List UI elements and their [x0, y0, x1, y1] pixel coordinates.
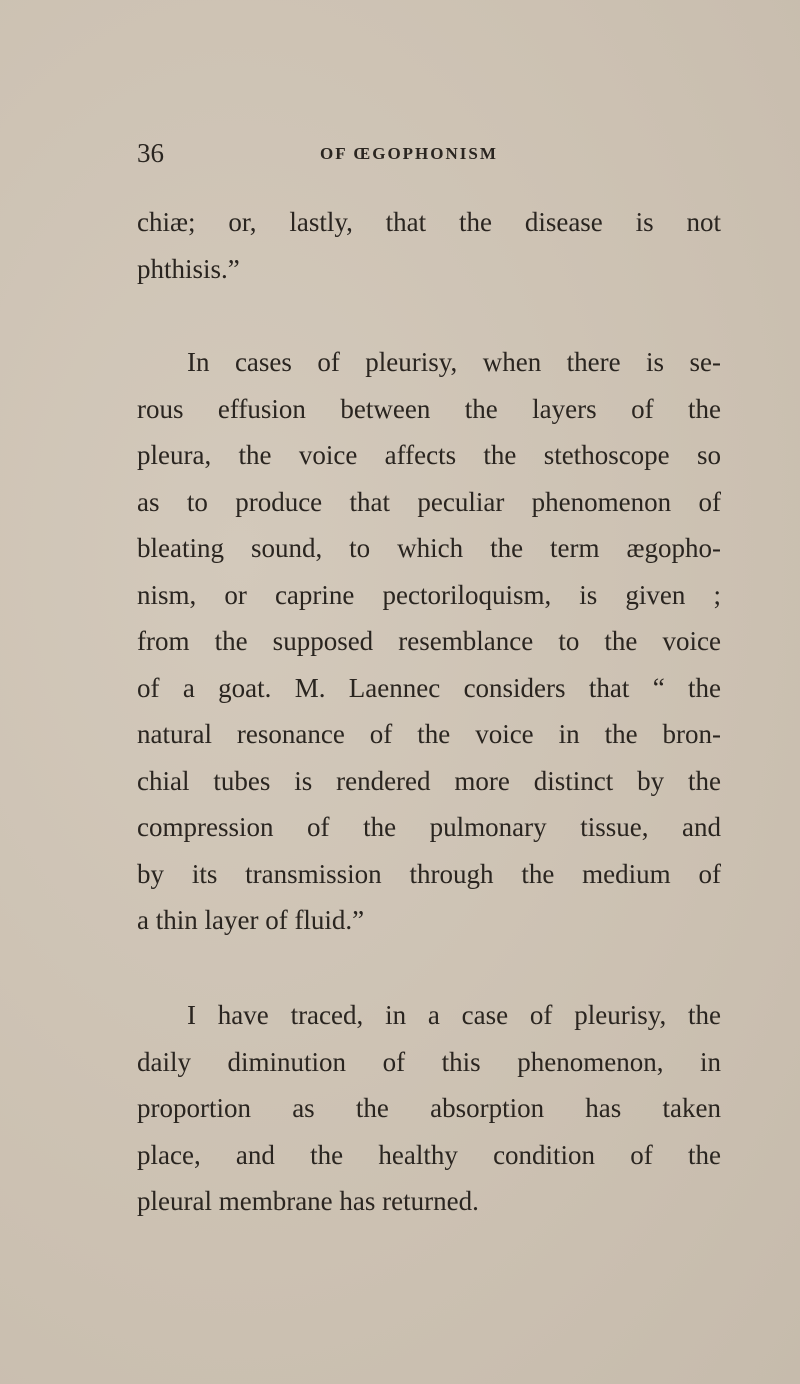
text-line: rous effusion between the layers of the [137, 393, 721, 424]
text-line: daily diminution of this phenomenon, in [137, 1046, 721, 1077]
text-line: by its transmission through the medium of [137, 858, 721, 889]
text-line: pleural membrane has returned. [137, 1186, 479, 1216]
text-line: chiæ; or, lastly, that the disease is not [137, 207, 721, 237]
text-line: phthisis.” [137, 253, 240, 284]
text-line: of a goat. M. Laennec considers that “ the [137, 672, 721, 703]
text-line: natural resonance of the voice in the bron- [137, 719, 721, 749]
running-title: OF ŒGOPHONISM [320, 144, 498, 163]
text-line: chial tubes is rendered more distinct by the [137, 765, 721, 796]
text-line: as to produce that peculiar phenomenon of [137, 486, 721, 517]
text-line: bleating sound, to which the term ægopho- [137, 533, 721, 563]
text-line: I have traced, in a case of pleurisy, the [187, 1000, 721, 1030]
running-header [137, 138, 717, 170]
text-line: nism, or caprine pectoriloquism, is given ; [137, 579, 721, 610]
text-line: from the supposed resemblance to the voice [137, 626, 721, 656]
page-number: 36 [137, 138, 164, 168]
text-line: proportion as the absorption has taken [137, 1093, 721, 1123]
text-line: pleura, the voice affects the stethoscope so [137, 440, 721, 470]
text-line: In cases of pleurisy, when there is se- [187, 347, 721, 377]
text-line: place, and the healthy condition of the [137, 1139, 721, 1170]
text-line: compression of the pulmonary tissue, and [137, 812, 721, 842]
text-line: a thin layer of fluid.” [137, 905, 365, 935]
